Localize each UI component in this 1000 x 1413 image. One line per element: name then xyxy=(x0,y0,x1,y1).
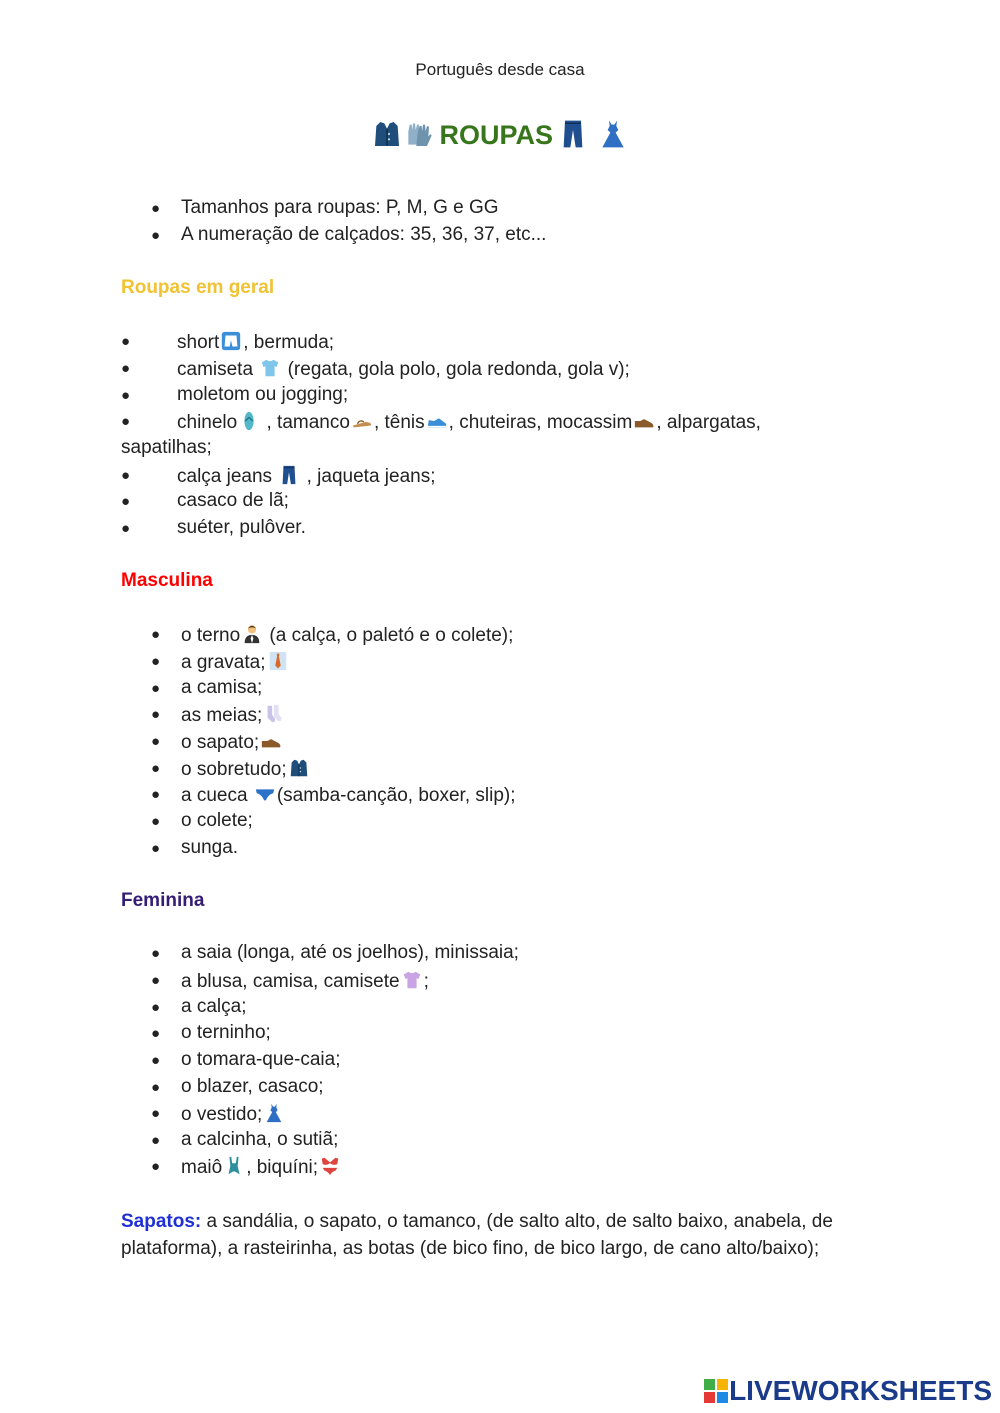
bullet: ● xyxy=(121,387,131,404)
bullet: ● xyxy=(151,840,161,857)
bullet: ● xyxy=(151,999,161,1016)
bullet: ● xyxy=(151,1052,161,1069)
list-item: short , bermuda; xyxy=(177,332,335,353)
page-title-text: ROUPAS xyxy=(439,120,553,150)
coat-icon xyxy=(288,757,310,779)
list-item: o terno (a calça, o paletó e o colete); xyxy=(181,625,514,646)
list-item: a blusa, camisa, camisete ; xyxy=(181,971,429,992)
bullet: ● xyxy=(151,227,161,244)
list-item: o tomara-que-caia; xyxy=(181,1049,341,1070)
bullet: ● xyxy=(151,760,161,777)
list-item: o colete; xyxy=(181,810,253,831)
sapatos-text: a sandália, o sapato, o tamanco, (de salto alto, de salto baixo, anabela, de plataforma), a rasteirinha, as botas (de bico fino, de bico largo, de cano alto/baixo); xyxy=(121,1211,833,1259)
liveworksheets-logo-text: LIVEWORKSHEETS xyxy=(729,1375,992,1406)
gloves-icon xyxy=(403,118,435,150)
necktie-icon xyxy=(267,650,289,672)
list-item: moletom ou jogging; xyxy=(177,384,349,405)
flip-flop-icon xyxy=(238,410,260,432)
list-item: o terninho; xyxy=(181,1022,271,1043)
list-item: o blazer, casaco; xyxy=(181,1076,324,1097)
dress-icon xyxy=(597,118,629,150)
bullet: ● xyxy=(151,1132,161,1149)
section-title-feminina: Feminina xyxy=(121,890,205,911)
bullet: ● xyxy=(151,733,161,750)
bullet: ● xyxy=(121,467,131,484)
shorts-icon xyxy=(220,330,242,352)
list-item: o sobretudo; xyxy=(181,757,311,781)
list-item: o sapato; xyxy=(181,730,283,754)
bullet: ● xyxy=(151,813,161,830)
list-item: camiseta (regata, gola polo, gola redonda, gola v); xyxy=(177,359,630,380)
briefs-icon xyxy=(254,783,276,805)
bullet: ● xyxy=(151,786,161,803)
liveworksheets-logo[interactable] xyxy=(703,1377,992,1405)
shoe-icon xyxy=(260,730,282,752)
list-item: as meias; xyxy=(181,703,286,727)
bullet: ● xyxy=(151,972,161,989)
shoe-icon xyxy=(633,410,655,432)
bullet: ● xyxy=(151,200,161,217)
sandal-icon xyxy=(351,410,373,432)
bikini-icon xyxy=(319,1155,341,1177)
bullet: ● xyxy=(151,626,161,643)
jeans-icon xyxy=(278,464,300,486)
jeans-icon xyxy=(557,118,589,150)
document-header: Português desde casa xyxy=(415,60,585,79)
sneaker-icon xyxy=(426,410,448,432)
list-item: sunga. xyxy=(181,837,239,858)
bullet: ● xyxy=(151,1079,161,1096)
list-item: a calcinha, o sutiã; xyxy=(181,1129,339,1150)
list-item: a cueca (samba-canção, boxer, slip); xyxy=(181,785,516,806)
bullet: ● xyxy=(151,680,161,697)
bullet: ● xyxy=(151,1025,161,1042)
page-title xyxy=(0,118,1000,151)
list-item: a gravata; xyxy=(181,650,290,674)
swimsuit-icon xyxy=(223,1155,245,1177)
liveworksheets-logo-icon xyxy=(703,1378,729,1404)
section-title-geral: Roupas em geral xyxy=(121,277,275,298)
bullet: ● xyxy=(151,1105,161,1122)
list-item: maiô , biquíni; xyxy=(181,1155,342,1179)
bullet: ● xyxy=(121,520,131,537)
sapatos-label: Sapatos: xyxy=(121,1211,202,1232)
list-item: suéter, pulôver. xyxy=(177,517,306,538)
dress-icon xyxy=(263,1102,285,1124)
bullet: ● xyxy=(151,706,161,723)
bullet: ● xyxy=(121,413,131,430)
section-title-masculina: Masculina xyxy=(121,570,213,591)
list-item: a camisa; xyxy=(181,677,263,698)
list-item-continuation: sapatilhas; xyxy=(121,437,212,458)
socks-icon xyxy=(263,703,285,725)
list-item: casaco de lã; xyxy=(177,490,289,511)
intro-item: A numeração de calçados: 35, 36, 37, etc... xyxy=(181,224,547,245)
list-item: chinelo , tamanco , tênis , chuteiras, mocassim , alpargatas, xyxy=(177,412,761,433)
bullet: ● xyxy=(151,1158,161,1175)
bullet: ● xyxy=(121,333,131,350)
intro-item: Tamanhos para roupas: P, M, G e GG xyxy=(181,197,499,218)
bullet: ● xyxy=(121,493,131,510)
blouse-icon xyxy=(401,969,423,991)
sapatos-paragraph xyxy=(121,1208,891,1262)
t-shirt-icon xyxy=(259,357,281,379)
list-item: a calça; xyxy=(181,996,247,1017)
bullet: ● xyxy=(151,945,161,962)
coat-icon xyxy=(371,118,403,150)
list-item: calça jeans , jaqueta jeans; xyxy=(177,466,436,487)
bullet: ● xyxy=(151,653,161,670)
list-item: o vestido; xyxy=(181,1102,286,1126)
list-item: a saia (longa, até os joelhos), minissaia; xyxy=(181,942,519,963)
man-in-suit-icon xyxy=(241,623,263,645)
bullet: ● xyxy=(121,360,131,377)
